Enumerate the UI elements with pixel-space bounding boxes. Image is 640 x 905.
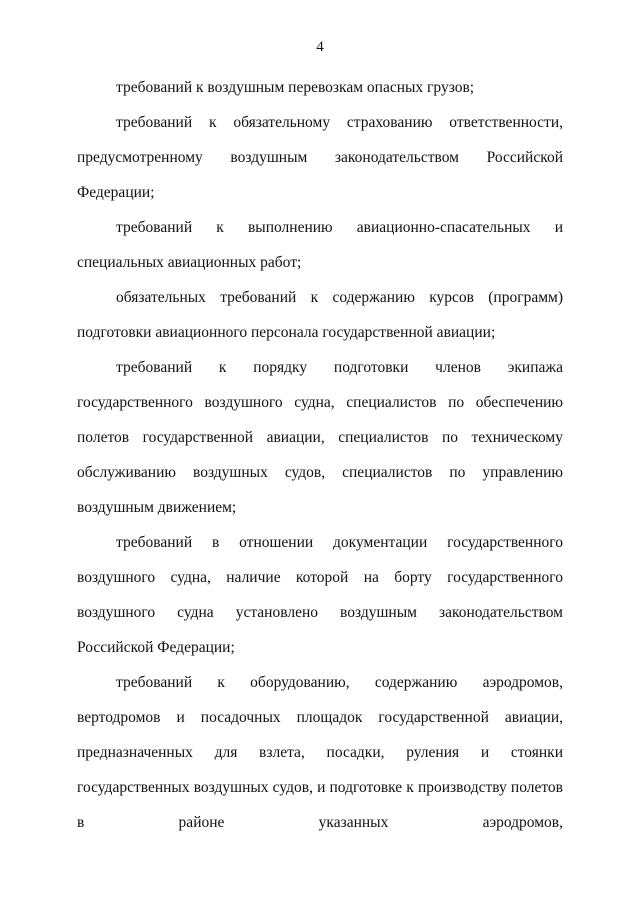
- paragraph-rescue-works: требований к выполнению авиационно-спасательных и специальных авиационных работ;: [77, 219, 563, 271]
- paragraph-crew-training: требований к порядку подготовки членов экипажа государственного воздушного судна, специалистов по обеспечению полетов государственной авиации, специалистов по техническому обслуживанию воздушных судов, специалистов по управлению воздушным движением;: [77, 359, 563, 516]
- document-body: [77, 70, 563, 840]
- paragraph-training-courses: обязательных требований к содержанию курсов (программ) подготовки авиационного персонала государственной авиации;: [77, 289, 563, 341]
- paragraph-dangerous-goods: требований к воздушным перевозкам опасных грузов;: [116, 79, 475, 96]
- page-number: 4: [316, 39, 324, 55]
- paragraph-aerodromes: требований к оборудованию, содержанию аэродромов, вертодромов и посадочных площадок государственной авиации, предназначенных для взлета, посадки, руления и стоянки государственных воздушных судов, и подготовке к производству полетов в районе указанных аэродромов,: [77, 674, 563, 831]
- paragraph-aircraft-documentation: требований в отношении документации государственного воздушного судна, наличие которой на борту государственного воздушного судна установлено воздушным законодательством Российской Федерации;: [77, 534, 563, 656]
- paragraph-liability-insurance: требований к обязательному страхованию ответственности, предусмотренному воздушным законодательством Российской Федерации;: [77, 114, 563, 201]
